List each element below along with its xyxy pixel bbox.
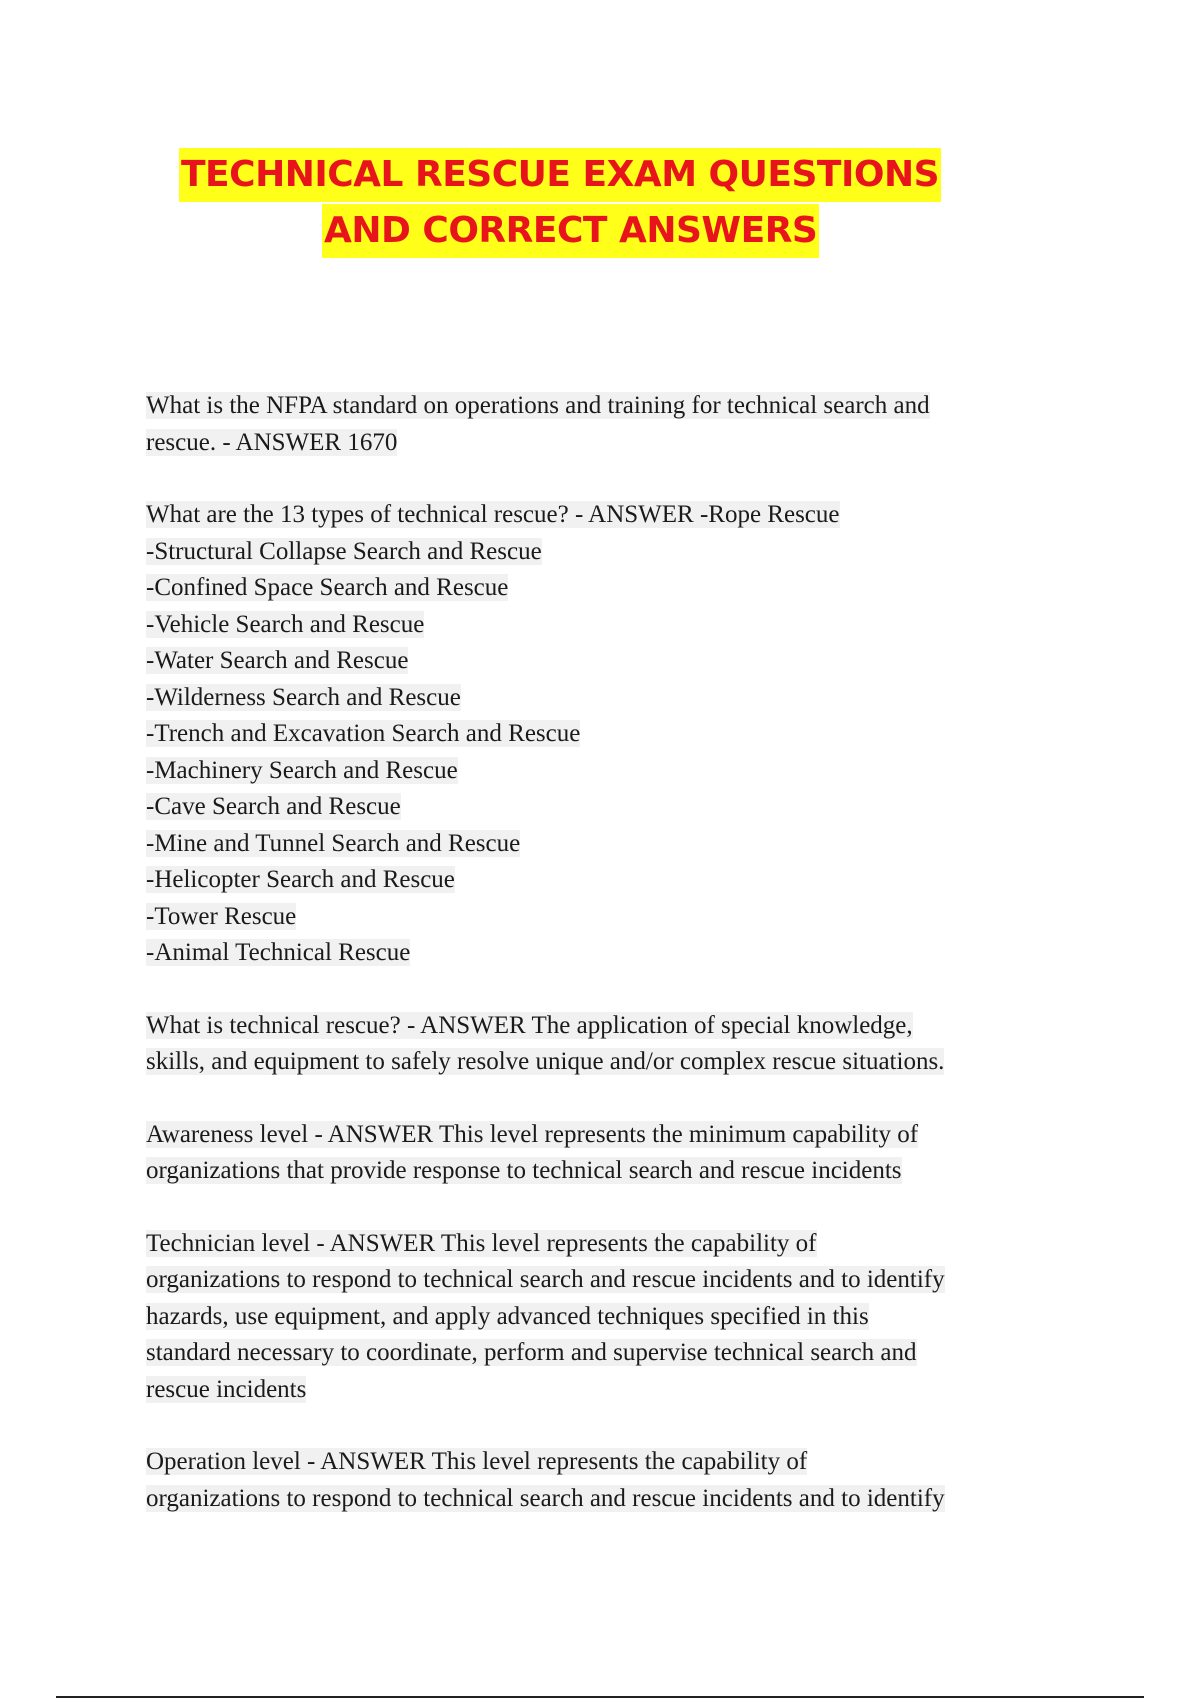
qa-line-text: Operation level - ANSWER This level represents the capability of — [146, 1448, 808, 1475]
qa-line — [146, 935, 1066, 972]
qa-line — [146, 643, 1066, 680]
qa-line — [146, 1044, 1066, 1081]
qa-line — [146, 497, 1066, 534]
qa-line-text: -Water Search and Rescue — [146, 647, 409, 674]
qa-line-text: rescue. - ANSWER 1670 — [146, 428, 398, 456]
qa-entry — [146, 1444, 1066, 1517]
qa-line-text: organizations to respond to technical search and rescue incidents and to identify — [146, 1266, 945, 1293]
qa-entry — [146, 1226, 1066, 1409]
title-line-1: TECHNICAL RESCUE EXAM QUESTIONS — [179, 148, 941, 202]
qa-line — [146, 1226, 1066, 1263]
qa-entry — [146, 388, 1066, 461]
qa-line — [146, 1372, 1066, 1409]
page-bottom-rule — [56, 1696, 1144, 1698]
qa-line-text: skills, and equipment to safely resolve unique and/or complex rescue situations. — [146, 1048, 945, 1075]
qa-content — [146, 388, 1066, 1553]
qa-line — [146, 534, 1066, 571]
qa-line — [146, 570, 1066, 607]
qa-line-text: Awareness level - ANSWER This level represents the minimum capability of — [146, 1120, 919, 1148]
qa-line-text: standard necessary to coordinate, perform and supervise technical search and — [146, 1339, 917, 1366]
qa-line-text: -Machinery Search and Rescue — [146, 756, 458, 784]
qa-line-text: organizations that provide response to technical search and rescue incidents — [146, 1157, 902, 1184]
qa-line-text: rescue incidents — [146, 1375, 307, 1403]
qa-line-text: organizations to respond to technical search and rescue incidents and to identify — [146, 1484, 945, 1512]
qa-line-text: Technician level - ANSWER This level represents the capability of — [146, 1229, 817, 1257]
qa-line — [146, 1262, 1066, 1299]
qa-line — [146, 753, 1066, 790]
qa-line-text: What are the 13 types of technical rescue? - ANSWER -Rope Rescue — [146, 501, 840, 528]
qa-line — [146, 1335, 1066, 1372]
qa-line-text: -Helicopter Search and Rescue — [146, 866, 455, 893]
qa-line-text: What is the NFPA standard on operations and training for technical search and — [146, 392, 930, 419]
qa-line-text: What is technical rescue? - ANSWER The application of special knowledge, — [146, 1011, 913, 1039]
qa-line-text: -Confined Space Search and Rescue — [146, 574, 509, 601]
qa-line-text: hazards, use equipment, and apply advanced techniques specified in this — [146, 1302, 869, 1330]
qa-line — [146, 826, 1066, 863]
qa-line-text: -Trench and Excavation Search and Rescue — [146, 720, 581, 747]
qa-line — [146, 899, 1066, 936]
qa-entry — [146, 497, 1066, 972]
qa-line-text: -Wilderness Search and Rescue — [146, 683, 461, 711]
qa-line — [146, 388, 1066, 425]
qa-line — [146, 680, 1066, 717]
qa-line — [146, 1117, 1066, 1154]
qa-line-text: -Mine and Tunnel Search and Rescue — [146, 829, 521, 857]
qa-line-text: -Structural Collapse Search and Rescue — [146, 537, 542, 565]
qa-line-text: -Tower Rescue — [146, 902, 297, 930]
qa-entry — [146, 1117, 1066, 1190]
qa-line — [146, 425, 1066, 462]
qa-line-text: -Animal Technical Rescue — [146, 939, 411, 966]
qa-line-text: -Vehicle Search and Rescue — [146, 610, 425, 638]
qa-line — [146, 1153, 1066, 1190]
qa-line-text: -Cave Search and Rescue — [146, 793, 401, 820]
qa-line — [146, 1008, 1066, 1045]
qa-line — [146, 789, 1066, 826]
qa-entry — [146, 1008, 1066, 1081]
qa-line — [146, 1299, 1066, 1336]
qa-line — [146, 1444, 1066, 1481]
qa-line — [146, 862, 1066, 899]
title-line-2: AND CORRECT ANSWERS — [322, 204, 819, 258]
qa-line — [146, 1481, 1066, 1518]
qa-line — [146, 716, 1066, 753]
qa-line — [146, 607, 1066, 644]
